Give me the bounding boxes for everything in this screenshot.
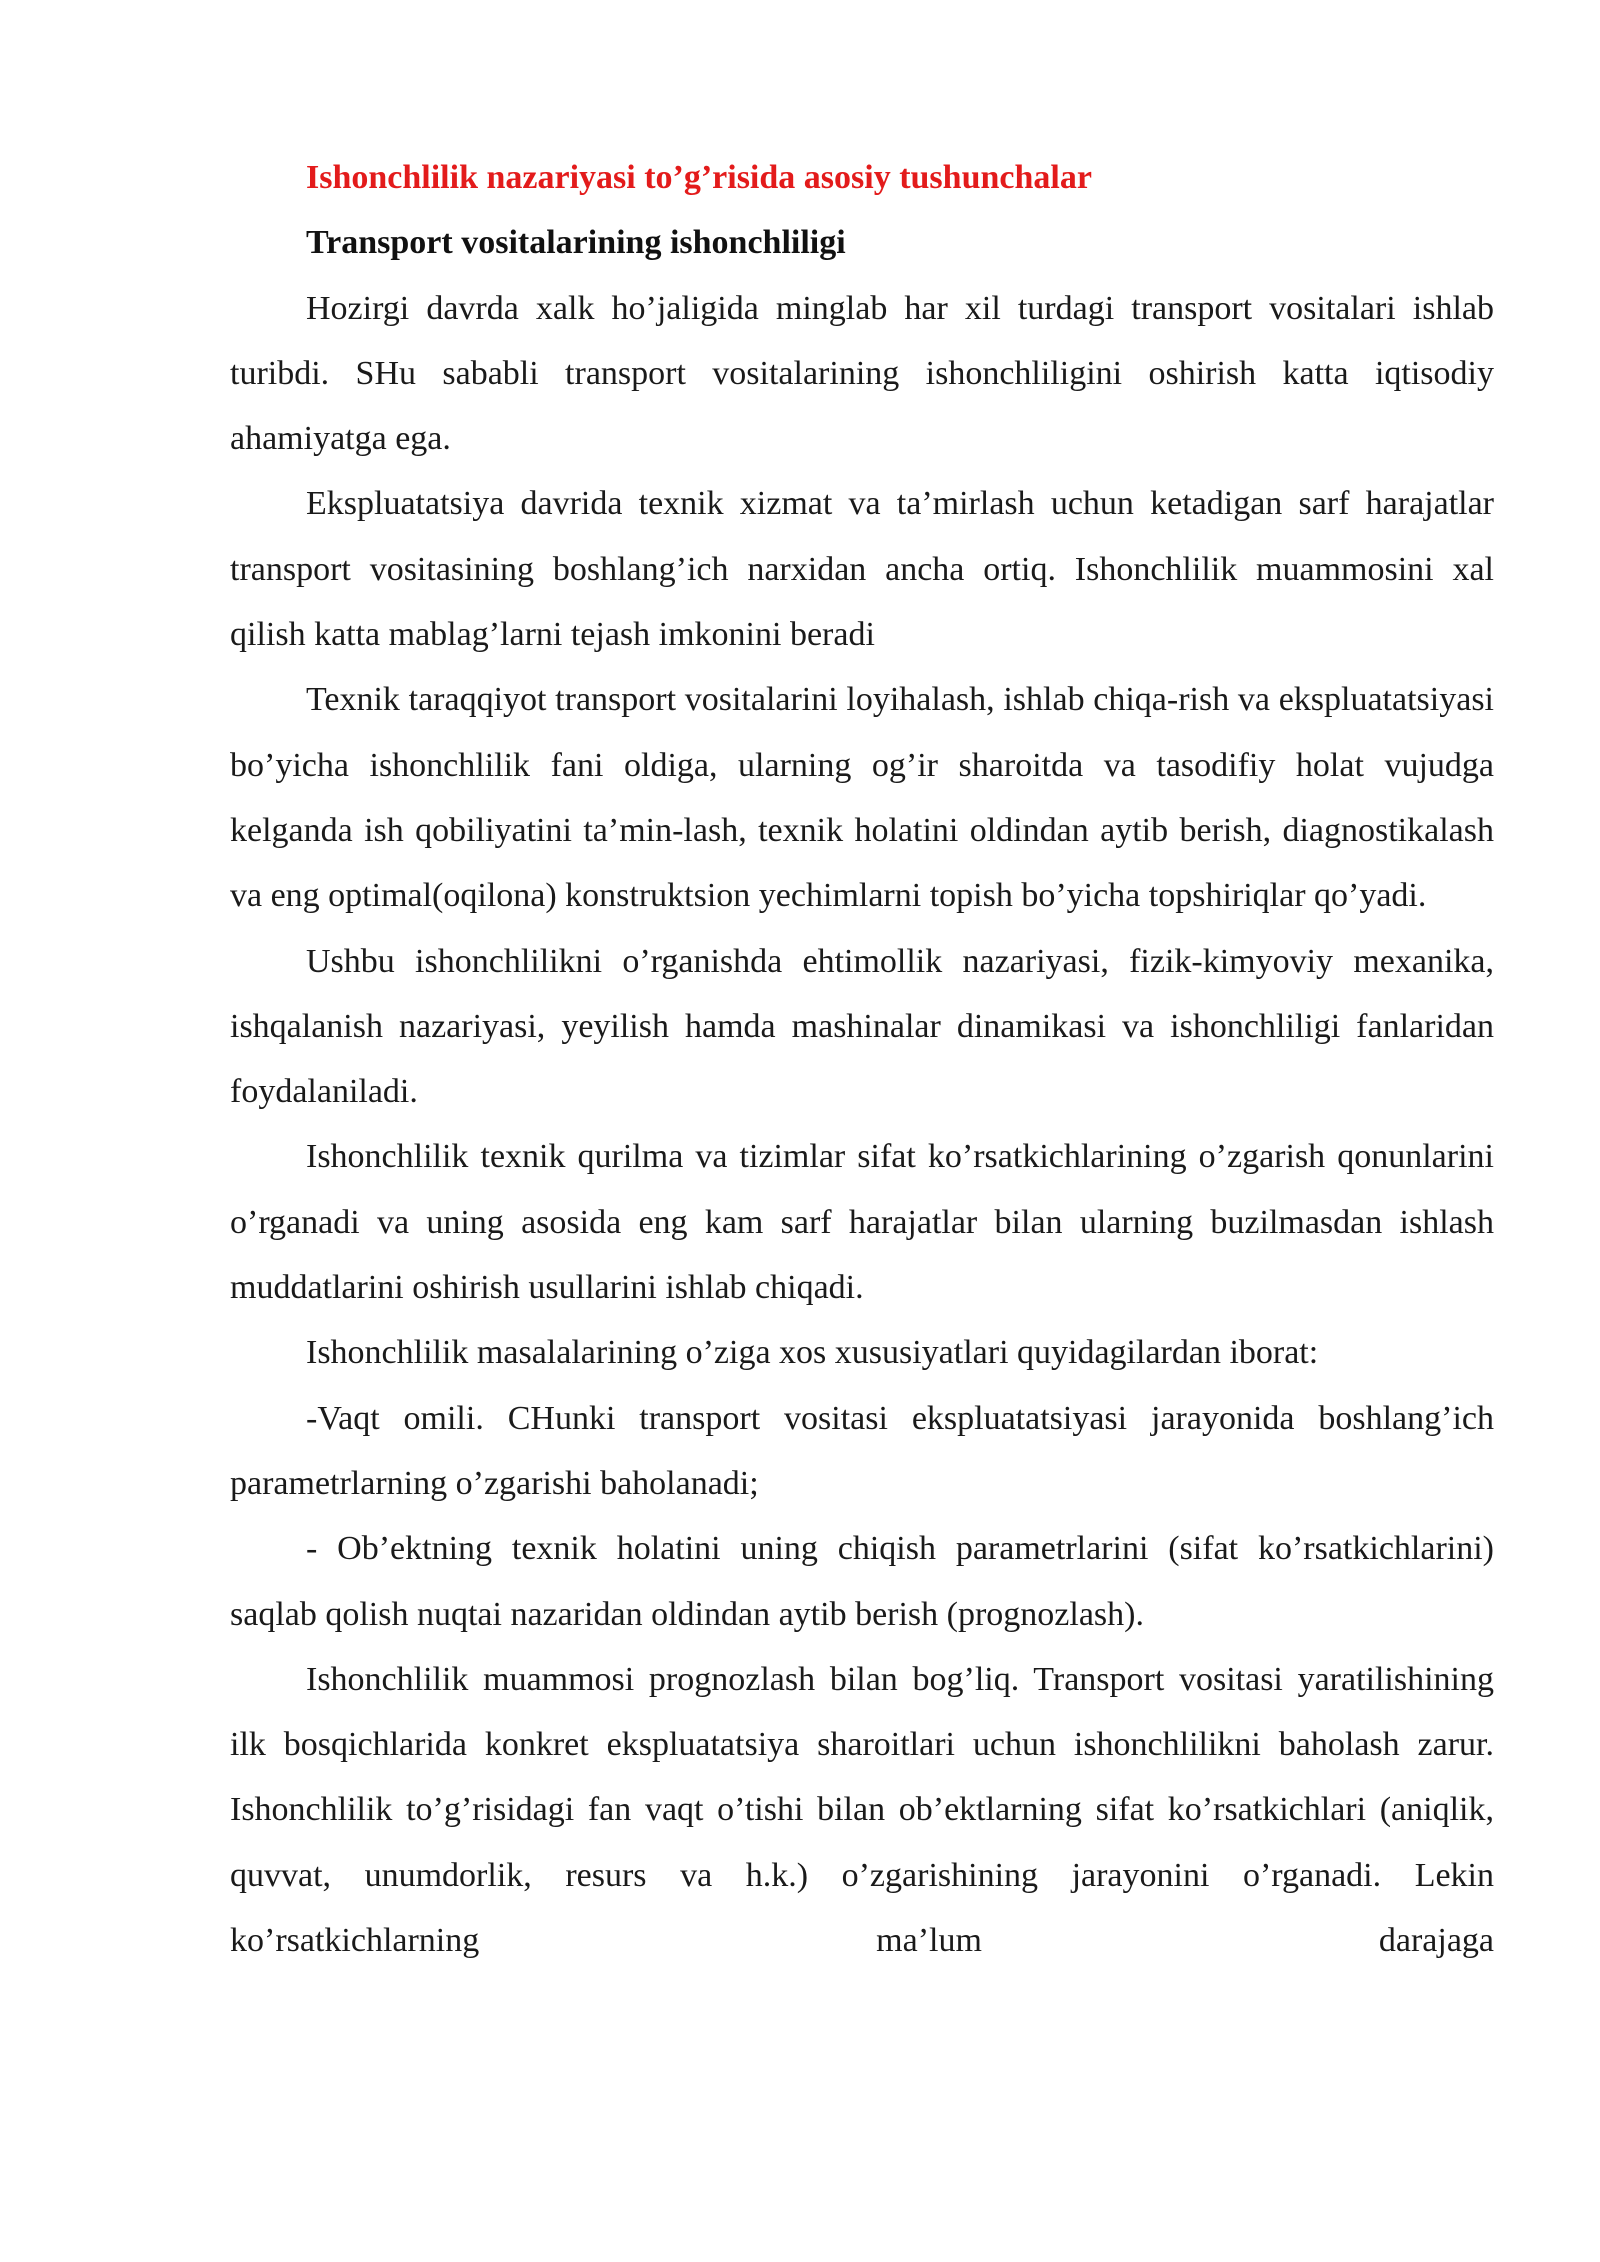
paragraph-5: Ishonchlilik texnik qurilma va tizimlar sifat ko’rsatkichlarining o’zgarish qonunlarini o’rganadi va uning asosida eng kam sarf harajatlar bilan ularning buzilmasdan ishlash muddatlarini oshirish usullarini ishlab chiqadi. bbox=[230, 1138, 1494, 1307]
paragraph-4: Ushbu ishonchlilikni o’rganishda ehtimollik nazariyasi, fizik-kimyoviy mexanika, ishqalanish nazariyasi, yeyilish hamda mashinalar dinamikasi va ishonchliligi fanlaridan foydalaniladi. bbox=[230, 942, 1494, 1111]
paragraph-3: Texnik taraqqiyot transport vositalarini loyihalash, ishlab chiqa-rish va ekspluatatsiyasi bo’yicha ishonchlilik fani oldiga, ularning og’ir sharoitda va tasodifiy holat vujudga kelganda ish qobiliyatini ta’min-lash, texnik holatini oldindan aytib berish, diagnostikalash va eng optimal(oqilona) konstruktsion yechimlarni topish bo’yicha topshiriqlar qo’yadi. bbox=[230, 681, 1494, 915]
paragraph-7: -Vaqt omili. CHunki transport vositasi ekspluatatsiyasi jarayonida boshlang’ich parametrlarning o’zgarishi baholanadi; bbox=[230, 1399, 1494, 1502]
paragraph-6: Ishonchlilik masalalarining o’ziga xos xususiyatlari quyidagilardan iborat: bbox=[306, 1334, 1319, 1372]
paragraph-2: Ekspluatatsiya davrida texnik xizmat va ta’mirlash uchun ketadigan sarf harajatlar transport vositasining boshlang’ich narxidan ancha ortiq. Ishonchlilik muammosini xal qilish katta mablag’larni tejash imkonini beradi bbox=[230, 485, 1494, 654]
paragraph-1: Hozirgi davrda xalk ho’jaligida minglab har xil turdagi transport vositalari ishlab turibdi. SHu sababli transport vositalarining ishonchliligini oshirish katta iqtisodiy ahamiyatga ega. bbox=[230, 289, 1494, 458]
paragraph-9: Ishonchlilik muammosi prognozlash bilan bog’liq. Transport vositasi yaratilishining ilk bosqichlarida konkret ekspluatatsiya sharoitlari uchun ishonchlilikni baholash zarur. Ishonchlilik to’g’risidagi fan vaqt o’tishi bilan ob’ektlarning sifat ko’rsatkichlari (aniqlik, quvvat, unumdorlik, resurs va h.k.) o’zgarishining jarayonini o’rganadi. Lekin ko’rsatkichlarning ma’lum darajaga bbox=[230, 1660, 1494, 1960]
document-title: Ishonchlilik nazariyasi to’g’risida asosiy tushunchalar bbox=[306, 159, 1092, 196]
paragraph-8: - Ob’ektning texnik holatini uning chiqish parametrlarini (sifat ko’rsatkichlarini) saqlab qolish nuqtai nazaridan oldindan aytib berish (prognozlash). bbox=[230, 1530, 1494, 1633]
document-body bbox=[230, 145, 1494, 1973]
document-subtitle: Transport vositalarining ishonchliligi bbox=[306, 224, 846, 262]
